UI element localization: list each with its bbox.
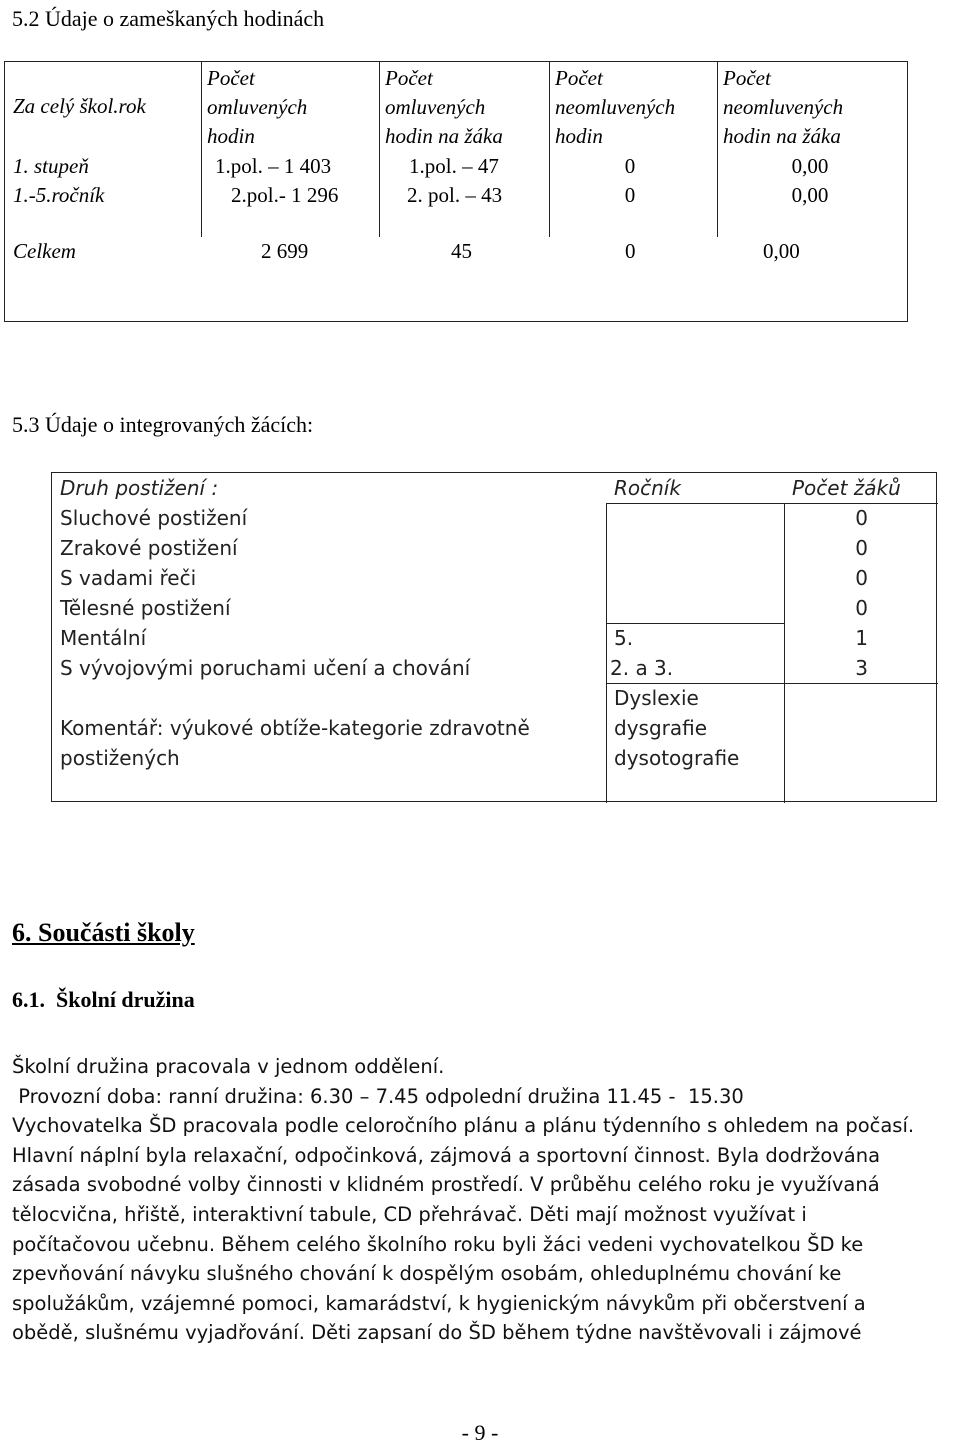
row-pupil-count: 0: [855, 536, 868, 560]
page-number: - 9 -: [461, 1420, 499, 1445]
section-6-title: 6. Součásti školy: [12, 918, 195, 947]
cell-excused: 1.pol. – 1 403: [215, 154, 332, 178]
comment-text: Komentář: výukové obtíže-kategorie zdravotně postižených: [60, 716, 530, 770]
total-unexcused: 0: [625, 239, 636, 263]
table-divider: [379, 62, 380, 237]
header-excused-per-pupil: Počet omluvených hodin na žáka: [385, 66, 503, 148]
row-disability-type: Tělesné postižení: [60, 596, 231, 620]
cell-unexcused: 0: [624, 183, 636, 207]
header-school-year: Za celý škol.rok: [13, 94, 146, 118]
header-unexcused-per-pupil: Počet neomluvených hodin na žáka: [723, 66, 844, 148]
row-grade: 5.: [614, 626, 634, 650]
total-label: Celkem: [13, 239, 76, 263]
table-divider: [201, 62, 202, 237]
comment-grade-text: Dyslexie dysgrafie dysotografie: [614, 686, 740, 770]
row-pupil-count: 3: [855, 656, 868, 680]
row-pupil-count: 0: [855, 566, 868, 590]
header-disability-type: Druh postižení :: [60, 476, 219, 500]
cell-unexcused: 0: [624, 154, 636, 178]
section-52-title: 5.2 Údaje o zameškaných hodinách: [12, 6, 325, 31]
row-pupil-count: 0: [855, 596, 868, 620]
cell-excused-per-pupil: 2. pol. – 43: [407, 183, 503, 207]
header-unexcused-hours: Počet neomluvených hodin: [555, 66, 676, 148]
table-divider: [606, 503, 607, 803]
table-divider: [717, 62, 718, 237]
table-divider: [606, 503, 938, 504]
integrated-pupils-table: [51, 472, 937, 802]
cell-unexcused-per-pupil: 0,00: [791, 183, 829, 207]
total-unexcused-per-pupil: 0,00: [763, 239, 800, 263]
total-excused-per-pupil: 45: [451, 239, 472, 263]
header-pupil-count: Počet žáků: [792, 476, 901, 500]
cell-unexcused-per-pupil: 0,00: [791, 154, 829, 178]
row-disability-type: Zrakové postižení: [60, 536, 238, 560]
row-grade: 2. a 3.: [610, 656, 674, 680]
section-61-title: 6.1. Školní družina: [12, 987, 195, 1012]
row-disability-type: Mentální: [60, 626, 147, 650]
row-label: 1. stupeň: [13, 154, 89, 178]
row-disability-type: S vývojovými poruchami učení a chování: [60, 656, 471, 680]
cell-excused-per-pupil: 1.pol. – 47: [409, 154, 499, 178]
section-53-title: 5.3 Údaje o integrovaných žácích:: [12, 412, 314, 437]
missed-hours-table: [4, 61, 908, 322]
row-pupil-count: 1: [855, 626, 868, 650]
row-label: 1.-5.ročník: [13, 183, 105, 207]
header-excused-hours: Počet omluvených hodin: [207, 66, 308, 148]
after-school-club-paragraph: Školní družina pracovala v jednom oddělení. Provozní doba: ranní družina: 6.30 – 7.45 odpolední družina 11.45 - 15.30 Vychovatelka ŠD pracovala podle celoročního plánu a plánu týdenního s ohledem na počasí. Hlavní náplní byla relaxační, odpočinková, zájmová a sportovní činnost. Byla dodržována zásada svobodné volby činnosti v klidném prostředí. V průběhu celého roku je využívaná tělocvična, hřiště, interaktivní tabule, CD přehrávač. Děti mají možnost využívat i počítačovou učebnu. Během celého školního roku byli žáci vedeni vychovatelkou ŠD ke zpevňování návyku slušného chování k dospělým osobám, ohleduplnému chování ke spolužákům, vzájemné pomoci, kamarádství, k hygienickým návykům při občerstvení a obědě, slušnému vyjadřování. Děti zapsaní do ŠD během týdne navštěvovali i zájmové: [12, 1055, 915, 1345]
row-pupil-count: 0: [855, 506, 868, 530]
header-grade: Ročník: [614, 476, 681, 500]
row-disability-type: Sluchové postižení: [60, 506, 248, 530]
row-disability-type: S vadami řeči: [60, 566, 197, 590]
total-excused: 2 699: [261, 239, 309, 263]
cell-excused: 2.pol.- 1 296: [231, 183, 339, 207]
